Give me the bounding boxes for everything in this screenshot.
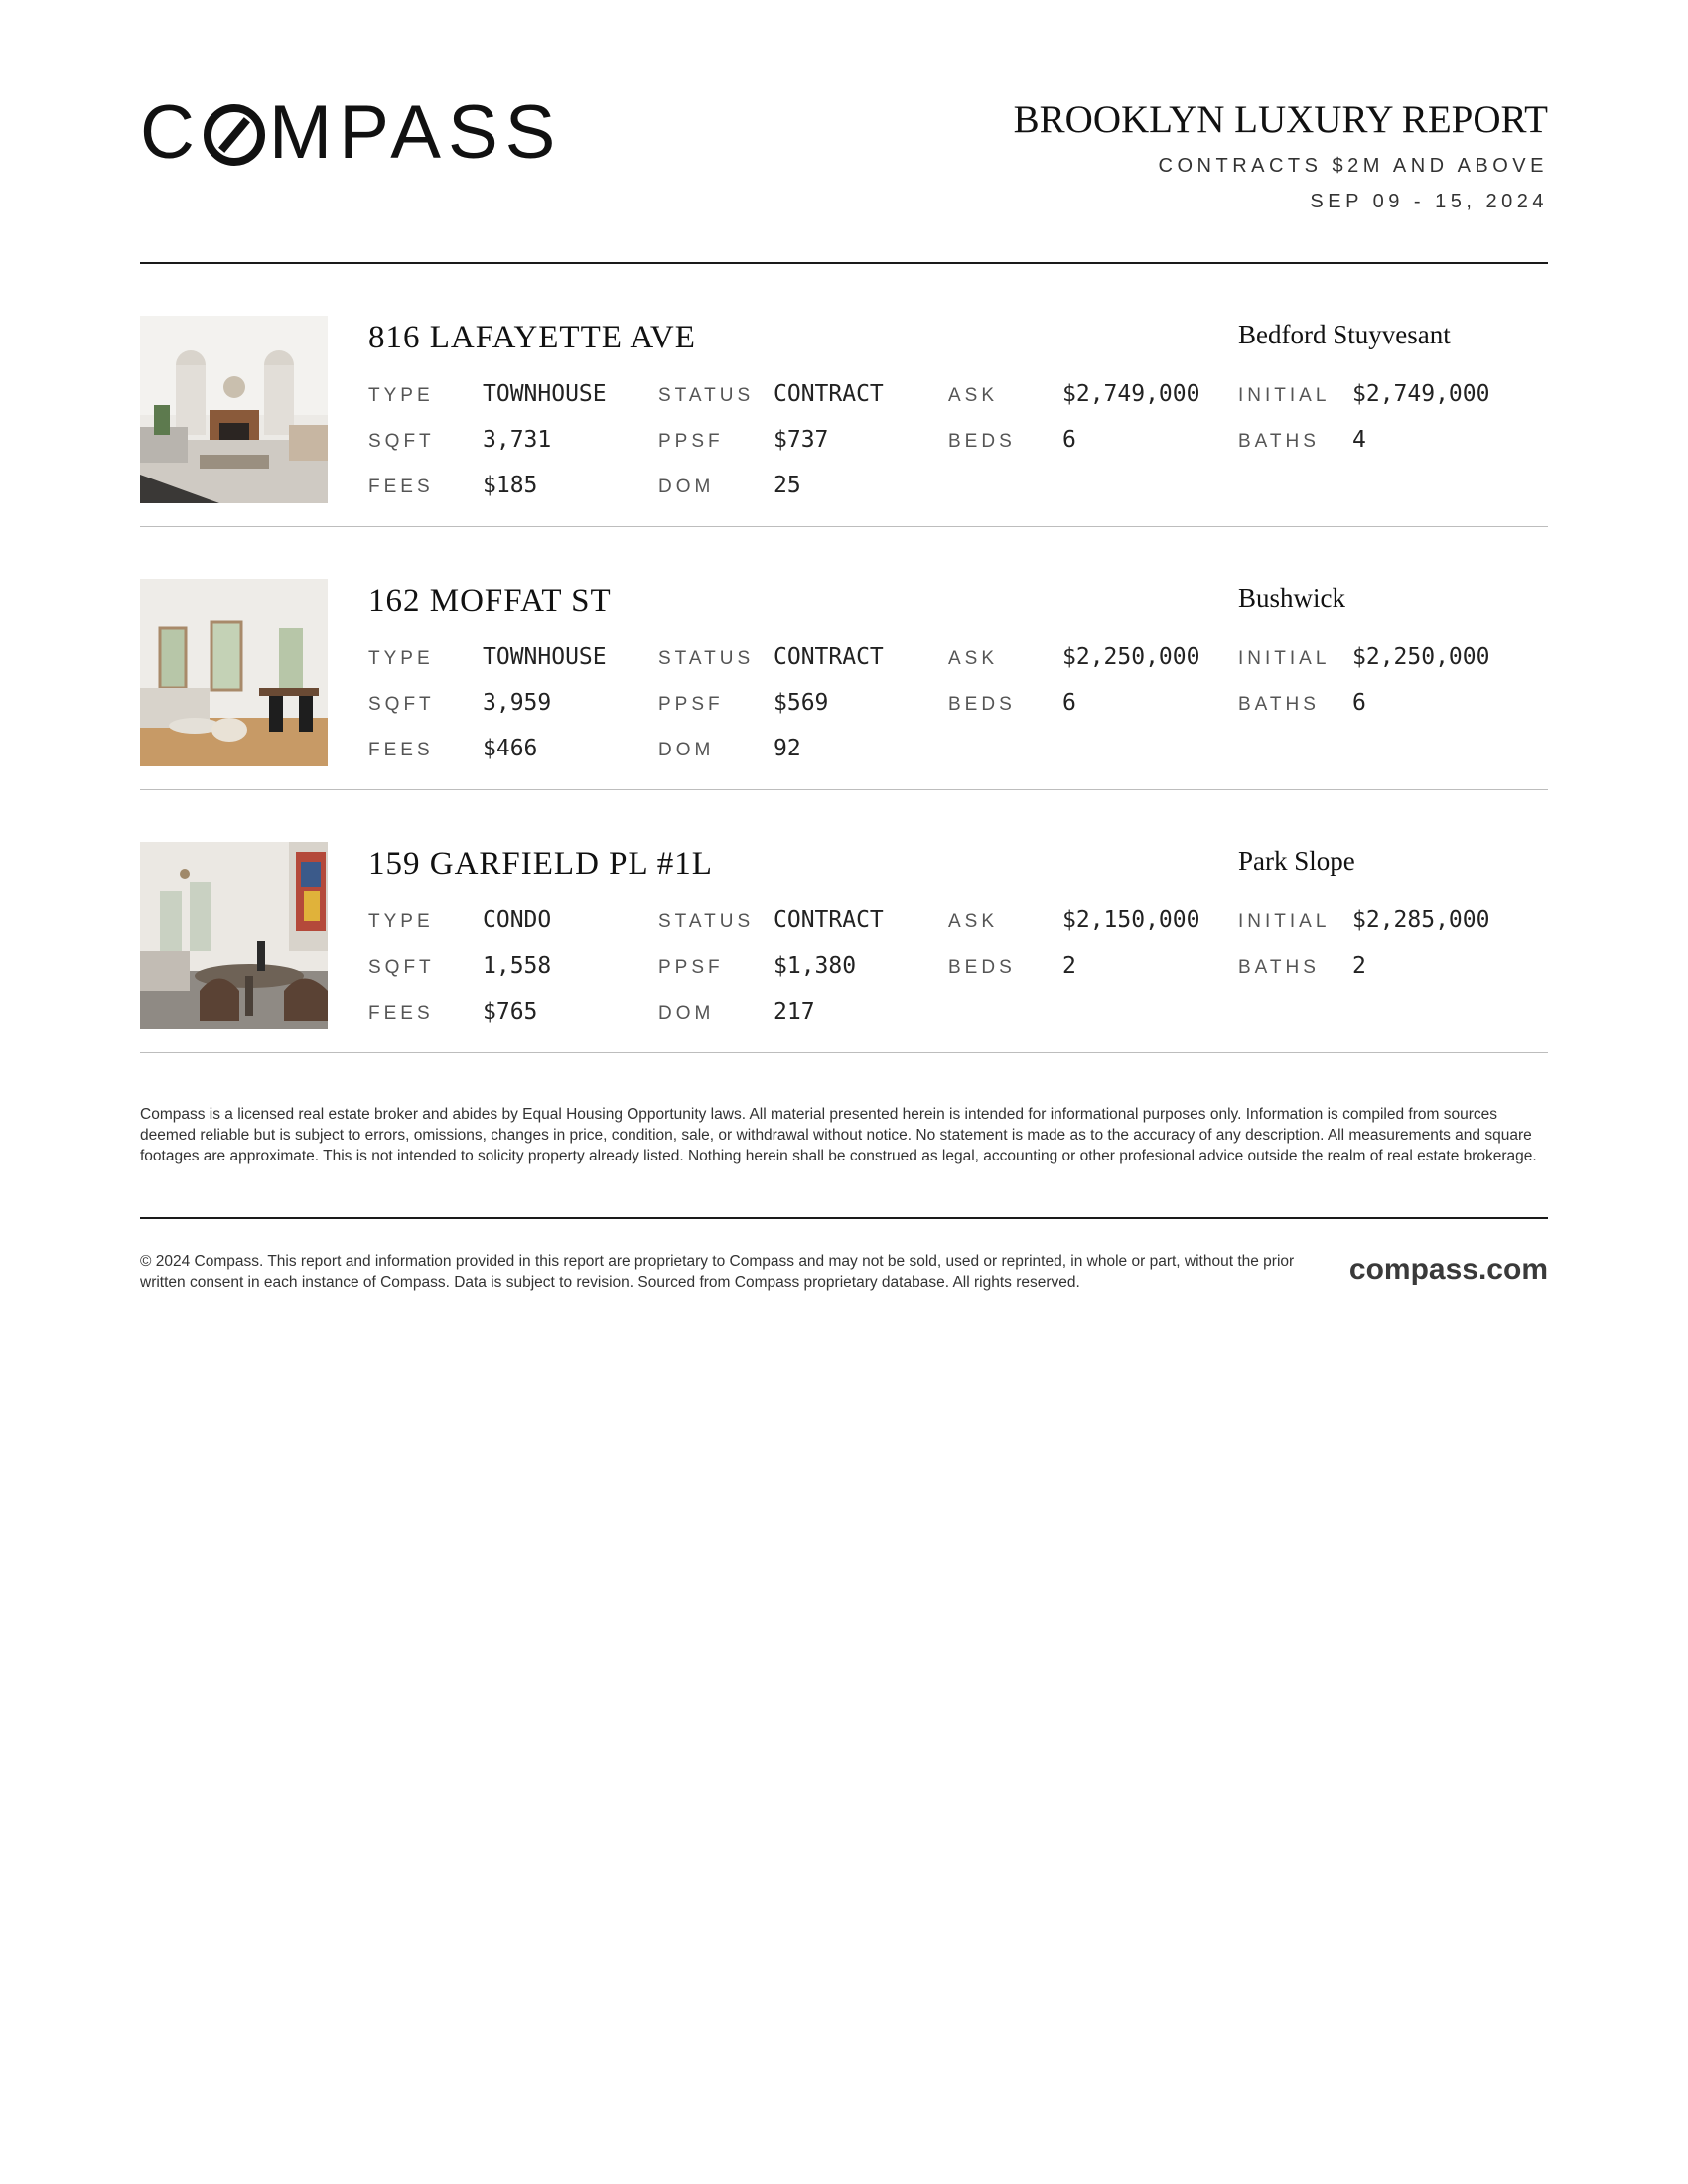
fees-label: FEES: [368, 740, 434, 760]
ask-value: $2,250,000: [1062, 644, 1200, 670]
ppsf-label: PPSF: [658, 694, 724, 715]
website-link[interactable]: compass.com: [1348, 1253, 1548, 1286]
report-date-range: SEP 09 - 15, 2024: [1310, 191, 1548, 212]
sqft-value: 3,731: [483, 427, 552, 453]
baths-label: BATHS: [1238, 957, 1320, 978]
sqft-label: SQFT: [368, 431, 435, 452]
dom-value: 217: [774, 999, 815, 1024]
status-label: STATUS: [658, 911, 755, 932]
initial-label: INITIAL: [1238, 385, 1331, 406]
ppsf-label: PPSF: [658, 431, 724, 452]
dom-label: DOM: [658, 1003, 715, 1024]
ask-label: ASK: [948, 911, 999, 932]
type-value: CONDO: [483, 907, 552, 933]
listing-address: 162 MOFFAT ST: [368, 583, 612, 618]
baths-label: BATHS: [1238, 694, 1320, 715]
ppsf-value: $737: [774, 427, 829, 453]
dom-value: 92: [774, 736, 801, 761]
living-room-fireplace-photo: [140, 316, 328, 503]
status-value: CONTRACT: [774, 907, 884, 933]
fees-value: $185: [483, 473, 538, 498]
dom-label: DOM: [658, 740, 715, 760]
baths-value: 4: [1352, 427, 1366, 453]
type-value: TOWNHOUSE: [483, 644, 607, 670]
report-subtitle: CONTRACTS $2M AND ABOVE: [1158, 155, 1548, 177]
fees-label: FEES: [368, 1003, 434, 1024]
fees-value: $466: [483, 736, 538, 761]
legal-disclaimer: Compass is a licensed real estate broker and abides by Equal Housing Opportunity laws. All material presented herein is intended for informational purposes only. Information is compiled from sources deemed reliable but is subject to errors, omissions, changes in price, condition, sale, or withdrawal without notice. No statement is made as to the accuracy of any description. All measurements and square footages are approximate. This is not intended to solicity property already listed. Nothing herein shall be construed as legal, accounting or other profesional advice outside the realm of real estate brokerage.: [140, 1106, 1537, 1164]
sqft-label: SQFT: [368, 957, 435, 978]
initial-value: $2,250,000: [1352, 644, 1490, 670]
beds-label: BEDS: [948, 957, 1016, 978]
listing-neighborhood: Bushwick: [1238, 583, 1345, 613]
status-label: STATUS: [658, 385, 755, 406]
beds-value: 6: [1062, 427, 1076, 453]
beds-value: 2: [1062, 953, 1076, 979]
ask-value: $2,749,000: [1062, 381, 1200, 407]
sqft-value: 1,558: [483, 953, 552, 979]
listing-address: 816 LAFAYETTE AVE: [368, 320, 696, 355]
baths-value: 2: [1352, 953, 1366, 979]
listing-card: [140, 264, 1548, 527]
listing-address: 159 GARFIELD PL #1L: [368, 846, 713, 882]
dom-label: DOM: [658, 477, 715, 497]
report-header: [140, 0, 1548, 264]
beds-value: 6: [1062, 690, 1076, 716]
beds-label: BEDS: [948, 431, 1016, 452]
dom-value: 25: [774, 473, 801, 498]
ppsf-value: $1,380: [774, 953, 857, 979]
baths-label: BATHS: [1238, 431, 1320, 452]
ask-label: ASK: [948, 648, 999, 669]
compass-logo: C MPASS: [140, 90, 563, 175]
baths-value: 6: [1352, 690, 1366, 716]
ppsf-label: PPSF: [658, 957, 724, 978]
type-label: TYPE: [368, 648, 434, 669]
fees-value: $765: [483, 999, 538, 1024]
listing-card: [140, 790, 1548, 1053]
type-label: TYPE: [368, 385, 434, 406]
report-page: [140, 0, 1548, 1291]
ask-label: ASK: [948, 385, 999, 406]
initial-label: INITIAL: [1238, 648, 1331, 669]
listing-neighborhood: Park Slope: [1238, 846, 1355, 876]
footer-divider: [140, 1217, 1548, 1219]
ppsf-value: $569: [774, 690, 829, 716]
listing-neighborhood: Bedford Stuyvesant: [1238, 320, 1451, 349]
report-title: BROOKLYN LUXURY REPORT: [1013, 98, 1548, 141]
copyright-notice: © 2024 Compass. This report and information provided in this report are proprietary to Compass and may not be sold, used or reprinted, in whole or part, without the prior written consent in each instance of Compass. Data is subject to revision. Sourced from Compass proprietary database. All rights reserved.: [140, 1253, 1295, 1291]
type-value: TOWNHOUSE: [483, 381, 607, 407]
ask-value: $2,150,000: [1062, 907, 1200, 933]
dining-room-photo: [140, 842, 328, 1029]
listing-card: [140, 527, 1548, 790]
fees-label: FEES: [368, 477, 434, 497]
initial-value: $2,749,000: [1352, 381, 1490, 407]
sqft-value: 3,959: [483, 690, 552, 716]
beds-label: BEDS: [948, 694, 1016, 715]
initial-value: $2,285,000: [1352, 907, 1490, 933]
status-value: CONTRACT: [774, 381, 884, 407]
status-value: CONTRACT: [774, 644, 884, 670]
initial-label: INITIAL: [1238, 911, 1331, 932]
compass-o-icon: [204, 104, 265, 166]
listing-divider: [140, 1052, 1548, 1053]
sqft-label: SQFT: [368, 694, 435, 715]
status-label: STATUS: [658, 648, 755, 669]
living-room-windows-photo: [140, 579, 328, 766]
type-label: TYPE: [368, 911, 434, 932]
